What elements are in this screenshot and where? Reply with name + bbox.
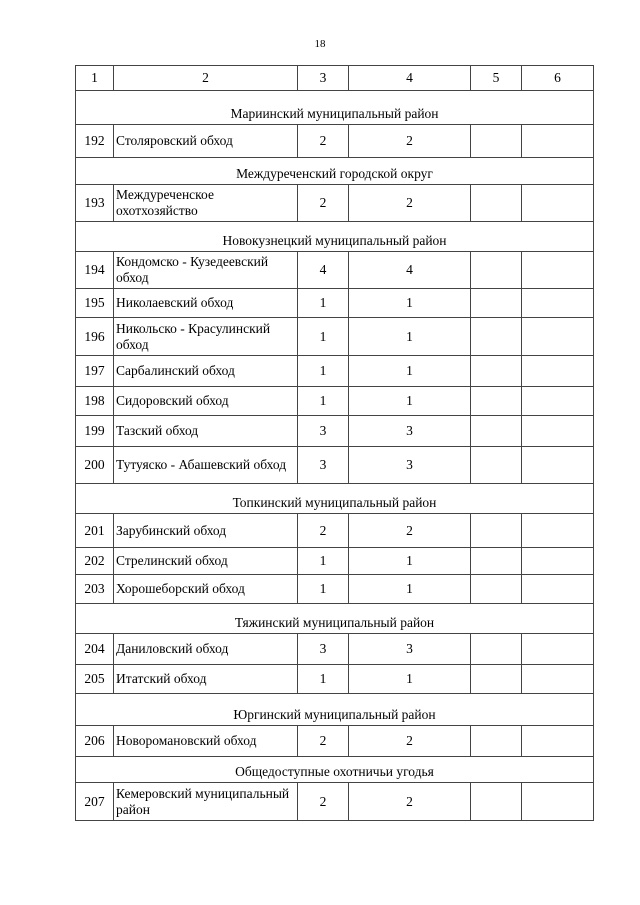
area-name: Новоромановский обход	[114, 726, 298, 757]
column-header-1: 1	[76, 66, 114, 91]
section-header-row	[76, 484, 594, 514]
column-header-6: 6	[522, 66, 594, 91]
value-col-5	[471, 634, 522, 665]
area-name: Итатский обход	[114, 665, 298, 694]
value-col-3: 1	[298, 318, 349, 356]
row-number: 197	[76, 356, 114, 387]
value-col-3: 3	[298, 447, 349, 484]
value-col-6	[522, 726, 594, 757]
value-col-4: 2	[349, 783, 471, 821]
row-number: 200	[76, 447, 114, 484]
value-col-6	[522, 185, 594, 222]
value-col-6	[522, 634, 594, 665]
value-col-4: 1	[349, 387, 471, 416]
row-number: 195	[76, 289, 114, 318]
table-row	[76, 416, 594, 447]
column-header-2: 2	[114, 66, 298, 91]
value-col-3: 2	[298, 726, 349, 757]
table-row	[76, 447, 594, 484]
value-col-3: 1	[298, 387, 349, 416]
value-col-6	[522, 783, 594, 821]
area-name: Николаевский обход	[114, 289, 298, 318]
value-col-4: 3	[349, 416, 471, 447]
value-col-3: 4	[298, 252, 349, 289]
section-title: Мариинский муниципальный район	[76, 91, 594, 125]
value-col-5	[471, 783, 522, 821]
page-number: 18	[314, 38, 326, 50]
table-row	[76, 185, 594, 222]
value-col-5	[471, 726, 522, 757]
area-name: Стрелинский обход	[114, 548, 298, 575]
value-col-6	[522, 289, 594, 318]
section-title: Общедоступные охотничьи угодья	[76, 757, 594, 783]
value-col-4: 3	[349, 447, 471, 484]
section-title: Юргинский муниципальный район	[76, 694, 594, 726]
value-col-3: 2	[298, 514, 349, 548]
section-header-row	[76, 604, 594, 634]
row-number: 192	[76, 125, 114, 158]
value-col-5	[471, 387, 522, 416]
table-row	[76, 514, 594, 548]
table-header-row	[76, 66, 594, 91]
value-col-5	[471, 548, 522, 575]
table-row	[76, 318, 594, 356]
value-col-3: 1	[298, 356, 349, 387]
row-number: 203	[76, 575, 114, 604]
value-col-5	[471, 665, 522, 694]
value-col-5	[471, 447, 522, 484]
table-row	[76, 252, 594, 289]
row-number: 193	[76, 185, 114, 222]
value-col-3: 3	[298, 634, 349, 665]
column-header-3: 3	[298, 66, 349, 91]
area-name: Междуреченское охотхозяйство	[114, 185, 298, 222]
section-title: Междуреченский городской округ	[76, 158, 594, 185]
value-col-6	[522, 665, 594, 694]
section-title: Тяжинский муниципальный район	[76, 604, 594, 634]
area-name: Хорошеборский обход	[114, 575, 298, 604]
row-number: 207	[76, 783, 114, 821]
row-number: 204	[76, 634, 114, 665]
value-col-3: 1	[298, 289, 349, 318]
table-row	[76, 289, 594, 318]
area-name: Кондомско - Кузедеевский обход	[114, 252, 298, 289]
table-row	[76, 356, 594, 387]
value-col-3: 3	[298, 416, 349, 447]
table-row	[76, 665, 594, 694]
value-col-5	[471, 575, 522, 604]
districts-table	[75, 65, 594, 821]
column-header-5: 5	[471, 66, 522, 91]
area-name: Даниловский обход	[114, 634, 298, 665]
row-number: 194	[76, 252, 114, 289]
row-number: 202	[76, 548, 114, 575]
section-header-row	[76, 757, 594, 783]
value-col-4: 4	[349, 252, 471, 289]
row-number: 199	[76, 416, 114, 447]
area-name: Сарбалинский обход	[114, 356, 298, 387]
row-number: 196	[76, 318, 114, 356]
row-number: 201	[76, 514, 114, 548]
row-number: 206	[76, 726, 114, 757]
column-header-4: 4	[349, 66, 471, 91]
value-col-4: 1	[349, 665, 471, 694]
area-name: Кемеровский муниципальный район	[114, 783, 298, 821]
row-number: 205	[76, 665, 114, 694]
table-row	[76, 783, 594, 821]
value-col-4: 1	[349, 356, 471, 387]
value-col-5	[471, 185, 522, 222]
value-col-5	[471, 125, 522, 158]
value-col-4: 2	[349, 514, 471, 548]
value-col-3: 1	[298, 665, 349, 694]
table-row	[76, 548, 594, 575]
value-col-6	[522, 318, 594, 356]
value-col-5	[471, 514, 522, 548]
section-header-row	[76, 694, 594, 726]
table-row	[76, 726, 594, 757]
value-col-6	[522, 548, 594, 575]
value-col-6	[522, 514, 594, 548]
value-col-3: 2	[298, 125, 349, 158]
value-col-6	[522, 575, 594, 604]
value-col-5	[471, 252, 522, 289]
section-header-row	[76, 222, 594, 252]
value-col-3: 2	[298, 185, 349, 222]
value-col-6	[522, 387, 594, 416]
table-body	[76, 91, 594, 821]
value-col-5	[471, 416, 522, 447]
value-col-5	[471, 318, 522, 356]
value-col-4: 1	[349, 318, 471, 356]
value-col-6	[522, 416, 594, 447]
area-name: Столяровский обход	[114, 125, 298, 158]
table-row	[76, 125, 594, 158]
value-col-3: 2	[298, 783, 349, 821]
value-col-6	[522, 447, 594, 484]
area-name: Тазский обход	[114, 416, 298, 447]
value-col-4: 1	[349, 289, 471, 318]
area-name: Сидоровский обход	[114, 387, 298, 416]
value-col-4: 1	[349, 575, 471, 604]
value-col-5	[471, 356, 522, 387]
value-col-6	[522, 125, 594, 158]
area-name: Зарубинский обход	[114, 514, 298, 548]
table-row	[76, 387, 594, 416]
area-name: Тутуяско - Абашевский обход	[114, 447, 298, 484]
section-header-row	[76, 158, 594, 185]
value-col-4: 2	[349, 726, 471, 757]
value-col-3: 1	[298, 575, 349, 604]
value-col-3: 1	[298, 548, 349, 575]
value-col-6	[522, 356, 594, 387]
section-title: Новокузнецкий муниципальный район	[76, 222, 594, 252]
table-row	[76, 575, 594, 604]
section-title: Топкинский муниципальный район	[76, 484, 594, 514]
value-col-4: 3	[349, 634, 471, 665]
value-col-4: 2	[349, 185, 471, 222]
value-col-4: 1	[349, 548, 471, 575]
value-col-6	[522, 252, 594, 289]
value-col-5	[471, 289, 522, 318]
row-number: 198	[76, 387, 114, 416]
area-name: Никольско - Красулинский обход	[114, 318, 298, 356]
section-header-row	[76, 91, 594, 125]
table-row	[76, 634, 594, 665]
value-col-4: 2	[349, 125, 471, 158]
